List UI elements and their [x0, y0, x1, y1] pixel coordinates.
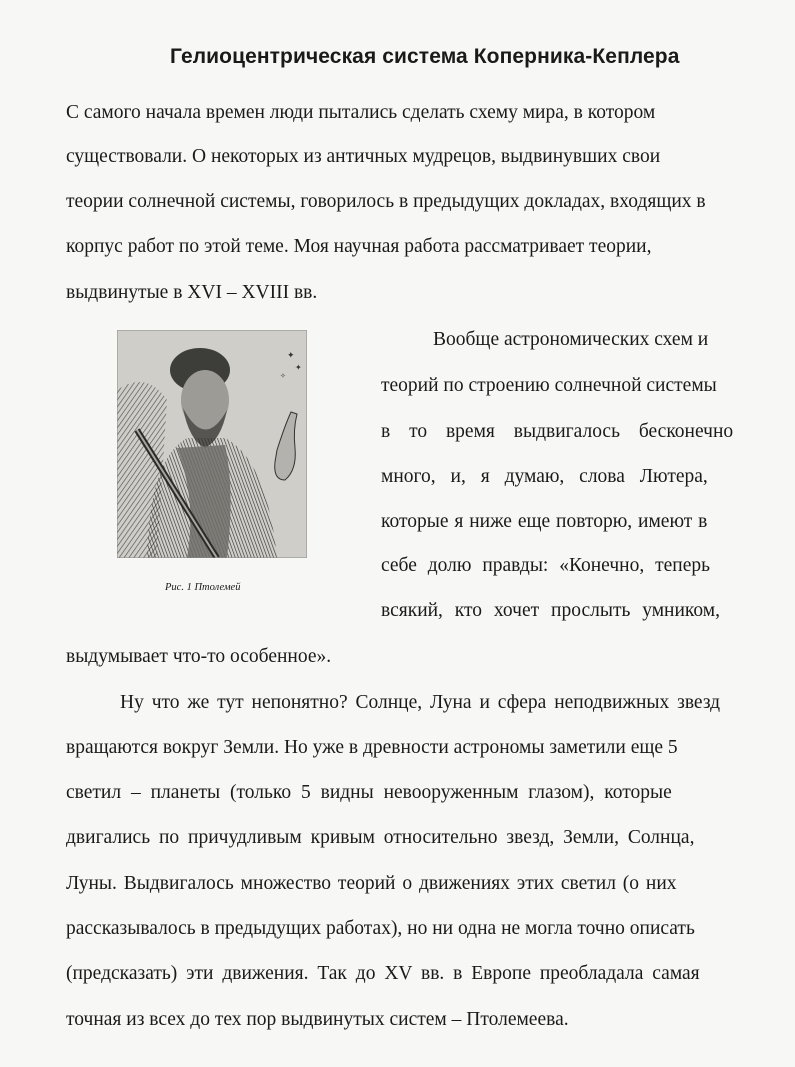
- svg-text:✦: ✦: [295, 363, 302, 372]
- paragraph2-line-6: себе долю правды: «Конечно, теперь: [381, 555, 711, 576]
- paragraph2-line-5: которые я ниже еще повторю, имеют в: [381, 511, 708, 532]
- paragraph2-line-1: Вообще астрономических схем и: [433, 329, 709, 350]
- paragraph3-line-3: светил – планеты (только 5 видны невооруженным глазом), которые: [66, 782, 672, 803]
- ptolemy-portrait-image: [117, 330, 307, 558]
- figure-caption: Рис. 1 Птолемей: [165, 582, 241, 593]
- paragraph1-line-4: корпус работ по этой теме. Моя научная работа рассматривает теории,: [66, 236, 652, 257]
- paragraph1-line-3: теории солнечной системы, говорилось в предыдущих докладах, входящих в: [66, 191, 706, 212]
- paragraph3-line-6: рассказывалось в предыдущих работах), но ни одна не могла точно описать: [66, 918, 695, 939]
- paragraph1-line-5: выдвинутые в XVI – XVIII вв.: [66, 282, 318, 303]
- svg-text:✦: ✦: [287, 351, 295, 361]
- paragraph3-line-8: точная из всех до тех пор выдвинутых систем – Птолемеева.: [66, 1009, 569, 1030]
- paragraph2-line-3: в то время выдвигалось бесконечно: [381, 421, 734, 442]
- svg-text:✧: ✧: [280, 372, 286, 380]
- paragraph2-line-4: много, и, я думаю, слова Лютера,: [381, 466, 708, 487]
- paragraph2-line-2: теорий по строению солнечной системы: [381, 375, 717, 396]
- paragraph3-line-2: вращаются вокруг Земли. Но уже в древности астрономы заметили еще 5: [66, 737, 678, 758]
- document-title: Гелиоцентрическая система Коперника-Кеплера: [170, 45, 680, 68]
- paragraph1-line-1: С самого начала времен люди пытались сделать схему мира, в котором: [66, 102, 656, 123]
- paragraph3-line-7: (предсказать) эти движения. Так до XV вв. в Европе преобладала самая: [66, 963, 700, 984]
- paragraph2-line-7: всякий, кто хочет прослыть умником,: [381, 600, 721, 621]
- paragraph3-line-4: двигались по причудливым кривым относительно звезд, Земли, Солнца,: [66, 827, 695, 848]
- paragraph1-line-2: существовали. О некоторых из античных мудрецов, выдвинувших свои: [66, 146, 661, 167]
- paragraph3-line-1: Ну что же тут непонятно? Солнце, Луна и сфера неподвижных звезд: [120, 692, 721, 713]
- paragraph3-line-5: Луны. Выдвигалось множество теорий о движениях этих светил (о них: [66, 873, 677, 894]
- paragraph2-line-8: выдумывает что-то особенное».: [66, 646, 332, 667]
